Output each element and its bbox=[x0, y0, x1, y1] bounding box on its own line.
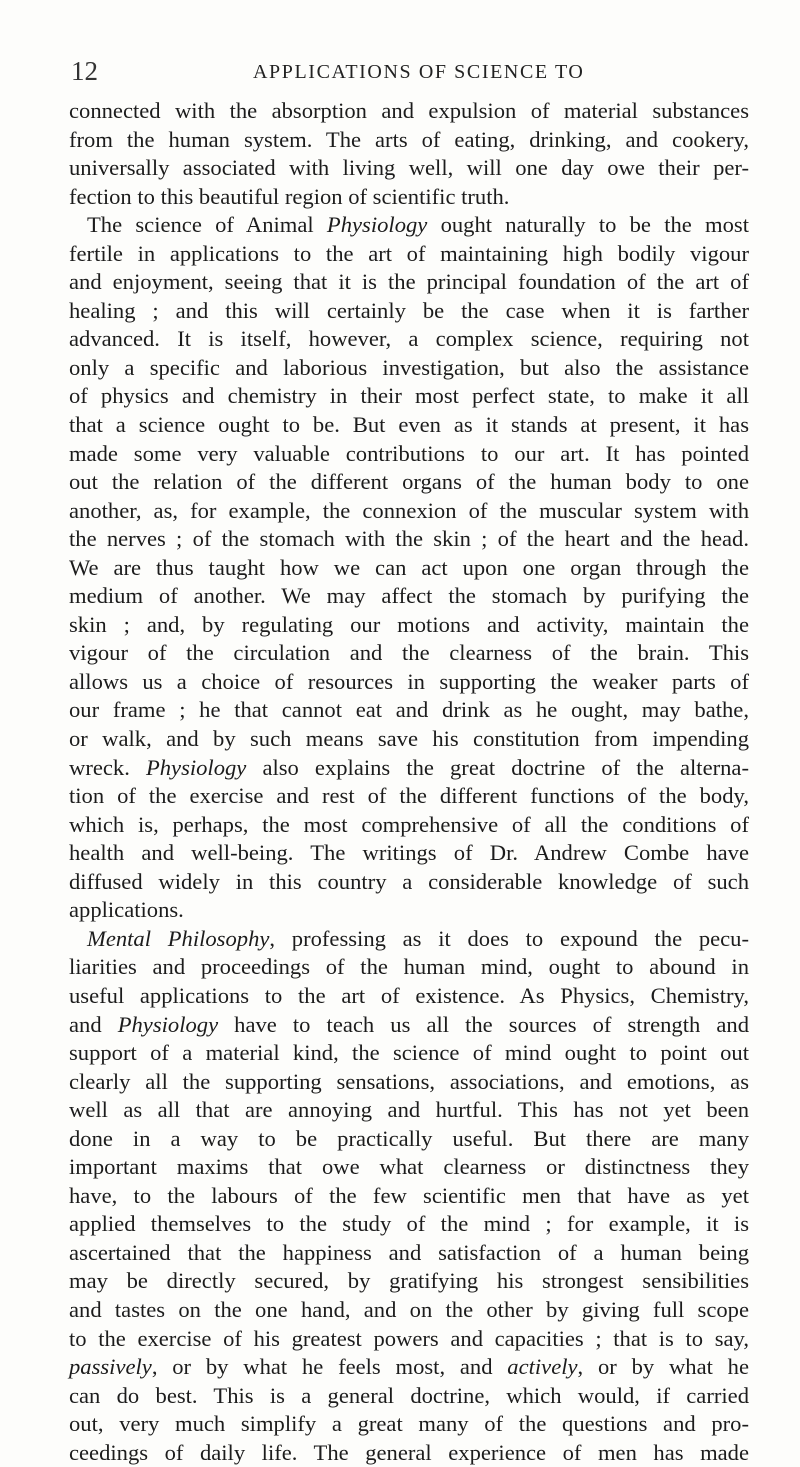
text-line: made some very valuable contributions to our art. It has pointed bbox=[69, 440, 749, 466]
text-line: ceedings of daily life. The general experience of men has made bbox=[69, 1439, 749, 1465]
text-line: liarities and proceedings of the human mind, ought to abound in bbox=[69, 954, 749, 980]
page-header bbox=[0, 56, 800, 88]
text-line: and Physiology have to teach us all the sources of strength and bbox=[69, 1011, 749, 1037]
text-line: only a specific and laborious investigation, but also the assistance bbox=[69, 354, 749, 380]
text-line: done in a way to be practically useful. But there are many bbox=[69, 1125, 749, 1151]
text-line: healing ; and this will certainly be the case when it is farther bbox=[69, 297, 749, 323]
text-line: of physics and chemistry in their most perfect state, to make it all bbox=[69, 383, 749, 409]
text-line: universally associated with living well, will one day owe their per- bbox=[69, 155, 749, 181]
text-line: passively, or by what he feels most, and actively, or by what he bbox=[69, 1354, 749, 1380]
text-line: well as all that are annoying and hurtful. This has not yet been bbox=[69, 1097, 749, 1123]
text-line: allows us a choice of resources in supporting the weaker parts of bbox=[69, 668, 749, 694]
text-line: health and well-being. The writings of Dr. Andrew Combe have bbox=[69, 840, 749, 866]
text-line: ascertained that the happiness and satisfaction of a human being bbox=[69, 1239, 749, 1265]
text-line: fertile in applications to the art of maintaining high bodily vigour bbox=[69, 240, 749, 266]
text-line: have, to the labours of the few scientific men that have as yet bbox=[69, 1182, 749, 1208]
text-line: another, as, for example, the connexion of the muscular system with bbox=[69, 497, 749, 523]
text-line: and enjoyment, seeing that it is the principal foundation of the art of bbox=[69, 269, 749, 295]
text-line: skin ; and, by regulating our motions and activity, maintain the bbox=[69, 611, 749, 637]
text-line: out, very much simplify a great many of the questions and pro- bbox=[69, 1411, 749, 1437]
text-line: applications. bbox=[69, 897, 184, 923]
text-line: clearly all the supporting sensations, associations, and emotions, as bbox=[69, 1068, 749, 1094]
text-line: tion of the exercise and rest of the different functions of the body, bbox=[69, 783, 749, 809]
text-line: our frame ; he that cannot eat and drink as he ought, may bathe, bbox=[69, 697, 749, 723]
body-text bbox=[69, 97, 749, 1467]
text-line: wreck. Physiology also explains the great doctrine of the alterna- bbox=[69, 754, 749, 780]
text-line: or walk, and by such means save his constitution from impending bbox=[69, 726, 749, 752]
text-line: which is, perhaps, the most comprehensive of all the conditions of bbox=[69, 811, 749, 837]
text-line: out the relation of the different organs of the human body to one bbox=[69, 469, 749, 495]
text-line: may be directly secured, by gratifying his strongest sensibilities bbox=[69, 1268, 749, 1294]
text-line: to the exercise of his greatest powers and capacities ; that is to say, bbox=[69, 1325, 749, 1351]
text-line: We are thus taught how we can act upon one organ through the bbox=[69, 554, 749, 580]
text-line: useful applications to the art of existence. As Physics, Chemistry, bbox=[69, 982, 749, 1008]
text-line: that a science ought to be. But even as it stands at present, it has bbox=[69, 412, 749, 438]
text-line: diffused widely in this country a considerable knowledge of such bbox=[69, 868, 749, 894]
text-line: important maxims that owe what clearness or distinctness they bbox=[69, 1154, 749, 1180]
page-number: 12 bbox=[71, 56, 98, 86]
text-line: can do best. This is a general doctrine, which would, if carried bbox=[69, 1382, 749, 1408]
text-line: Mental Philosophy, professing as it does to expound the pecu- bbox=[87, 925, 749, 951]
text-line: advanced. It is itself, however, a complex science, requiring not bbox=[69, 326, 749, 352]
text-line: connected with the absorption and expulsion of material substances bbox=[69, 98, 749, 123]
text-line: the nerves ; of the stomach with the skin ; of the heart and the head. bbox=[69, 526, 749, 552]
text-line: fection to this beautiful region of scientific truth. bbox=[69, 183, 510, 209]
text-line: from the human system. The arts of eating, drinking, and cookery, bbox=[69, 126, 749, 152]
text-line: medium of another. We may affect the stomach by purifying the bbox=[69, 583, 749, 609]
text-line: vigour of the circulation and the clearness of the brain. This bbox=[69, 640, 749, 666]
text-line: and tastes on the one hand, and on the other by giving full scope bbox=[69, 1296, 749, 1322]
running-head: APPLICATIONS OF SCIENCE TO bbox=[253, 61, 585, 83]
text-line: applied themselves to the study of the mind ; for example, it is bbox=[69, 1211, 749, 1237]
text-line: support of a material kind, the science of mind ought to point out bbox=[69, 1040, 749, 1066]
text-line: The science of Animal Physiology ought naturally to be the most bbox=[87, 212, 749, 238]
